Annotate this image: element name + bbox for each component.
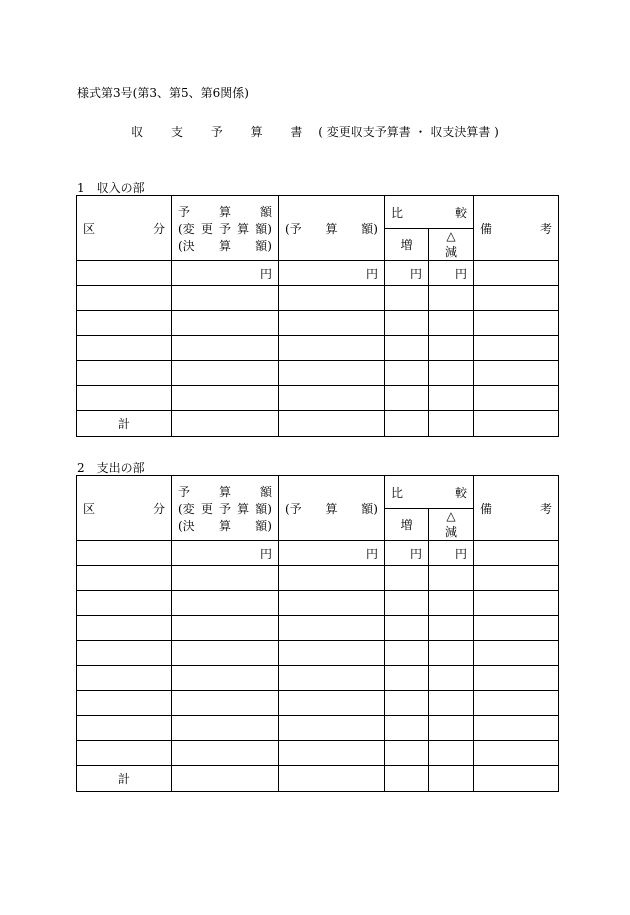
table-row xyxy=(77,716,559,741)
table-row xyxy=(77,566,559,591)
unit-row: 円 円 円 円 xyxy=(77,261,559,286)
income-heading: 1 収入の部 xyxy=(77,181,145,195)
header-prev-budget: (予 算 額) xyxy=(279,196,385,261)
header-decrease: △ 減 xyxy=(429,229,474,261)
header-category: 区 分 xyxy=(77,476,172,541)
header-budget: 予 算 額 (変 更 予 算 額) (決 算 額) xyxy=(172,476,279,541)
total-row xyxy=(77,766,559,792)
header-prev-budget: (予 算 額) xyxy=(279,476,385,541)
title-sub: ( 変更収支予算書 ・ 収支決算書 ) xyxy=(318,125,499,139)
header-compare: 比 較 xyxy=(385,196,474,229)
table-row xyxy=(77,386,559,411)
expense-heading: 2 支出の部 xyxy=(77,461,145,475)
form-number: 様式第3号(第3、第5、第6関係) xyxy=(77,86,249,100)
document-title xyxy=(0,123,630,140)
header-budget: 予 算 額 (変 更 予 算 額) (決 算 額) xyxy=(172,196,279,261)
table-row xyxy=(77,666,559,691)
unit-row: 円 円 円 円 xyxy=(77,541,559,566)
title-main: 収 支 予 算 書 xyxy=(131,125,315,139)
header-increase: 増 xyxy=(385,509,429,541)
total-label: 計 xyxy=(77,411,172,437)
table-row xyxy=(77,591,559,616)
total-label: 計 xyxy=(77,766,172,792)
table-row xyxy=(77,616,559,641)
table-row xyxy=(77,286,559,311)
income-table xyxy=(76,195,559,437)
header-remarks: 備 考 xyxy=(474,476,559,541)
header-decrease: △ 減 xyxy=(429,509,474,541)
table-row xyxy=(77,641,559,666)
table-row xyxy=(77,741,559,766)
table-row xyxy=(77,361,559,386)
header-category: 区 分 xyxy=(77,196,172,261)
header-remarks: 備 考 xyxy=(474,196,559,261)
expense-table xyxy=(76,475,559,792)
table-row xyxy=(77,691,559,716)
header-increase: 増 xyxy=(385,229,429,261)
table-row xyxy=(77,336,559,361)
header-compare: 比 較 xyxy=(385,476,474,509)
table-row xyxy=(77,311,559,336)
total-row xyxy=(77,411,559,437)
